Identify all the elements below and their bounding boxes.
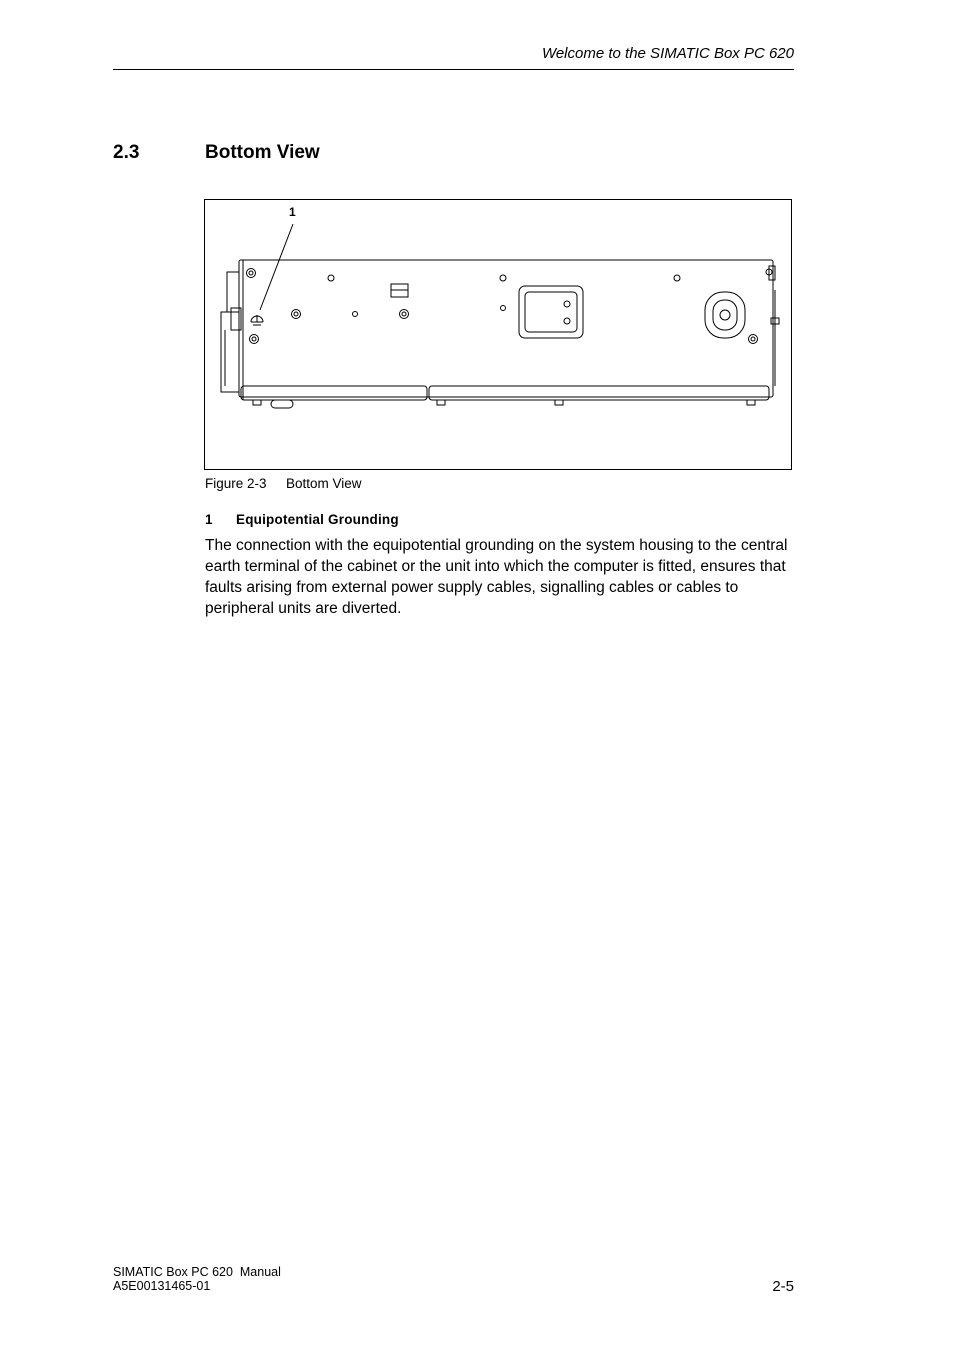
screw bbox=[252, 337, 256, 341]
callout-label-1: 1 bbox=[289, 205, 296, 219]
round-port-center bbox=[720, 310, 730, 320]
connector-cutout-outer bbox=[519, 286, 583, 338]
running-header: Welcome to the SIMATIC Box PC 620 bbox=[541, 45, 794, 62]
bottom-view-drawing bbox=[205, 200, 791, 469]
bottom-rail-left bbox=[241, 386, 427, 400]
footer-order-number: A5E00131465-01 bbox=[113, 1279, 211, 1293]
screw bbox=[400, 310, 409, 319]
bottom-rail-right bbox=[429, 386, 769, 400]
screw bbox=[749, 335, 758, 344]
connector-cutout-inner bbox=[525, 292, 577, 332]
screw bbox=[501, 306, 506, 311]
round-port-inner bbox=[713, 300, 737, 330]
housing-outline bbox=[239, 260, 773, 397]
screw bbox=[250, 335, 259, 344]
footer-page-number: 2-5 bbox=[772, 1278, 794, 1295]
figure-caption-title: Bottom View bbox=[286, 476, 362, 491]
legend-label: Equipotential Grounding bbox=[236, 512, 399, 527]
legend-number: 1 bbox=[205, 512, 213, 527]
screw bbox=[294, 312, 298, 316]
foot bbox=[437, 400, 445, 405]
body-paragraph: The connection with the equipotential grounding on the system housing to the central earth terminal of the cabinet or the unit into which the computer is fitted, ensures that faults arising from external power supply cables, signalling cables or cables to peripheral units are diverted. bbox=[205, 537, 788, 617]
connector-screw bbox=[564, 301, 570, 307]
callout-leader-line bbox=[260, 224, 293, 310]
figure-bottom-view bbox=[204, 199, 792, 470]
left-bracket-upper bbox=[227, 272, 239, 312]
screw bbox=[402, 312, 406, 316]
round-port-outer bbox=[705, 292, 745, 338]
foot bbox=[747, 400, 755, 405]
left-bracket bbox=[221, 312, 239, 392]
footer-left bbox=[113, 1265, 281, 1293]
foot bbox=[555, 400, 563, 405]
screw bbox=[247, 269, 256, 278]
footer-manual-title: SIMATIC Box PC 620 Manual bbox=[113, 1265, 281, 1279]
screw bbox=[500, 275, 506, 281]
screw bbox=[353, 312, 358, 317]
screw bbox=[674, 275, 680, 281]
foot bbox=[253, 400, 261, 405]
screw bbox=[292, 310, 301, 319]
screw bbox=[328, 275, 334, 281]
legend-item bbox=[205, 512, 399, 527]
screw bbox=[751, 337, 755, 341]
section-title: Bottom View bbox=[205, 142, 320, 163]
foot bbox=[271, 400, 293, 408]
section-number: 2.3 bbox=[113, 142, 140, 163]
figure-caption-number: Figure 2-3 bbox=[205, 476, 267, 491]
header-rule bbox=[113, 69, 794, 70]
figure-caption bbox=[205, 476, 362, 491]
screw bbox=[249, 271, 253, 275]
connector-screw bbox=[564, 318, 570, 324]
